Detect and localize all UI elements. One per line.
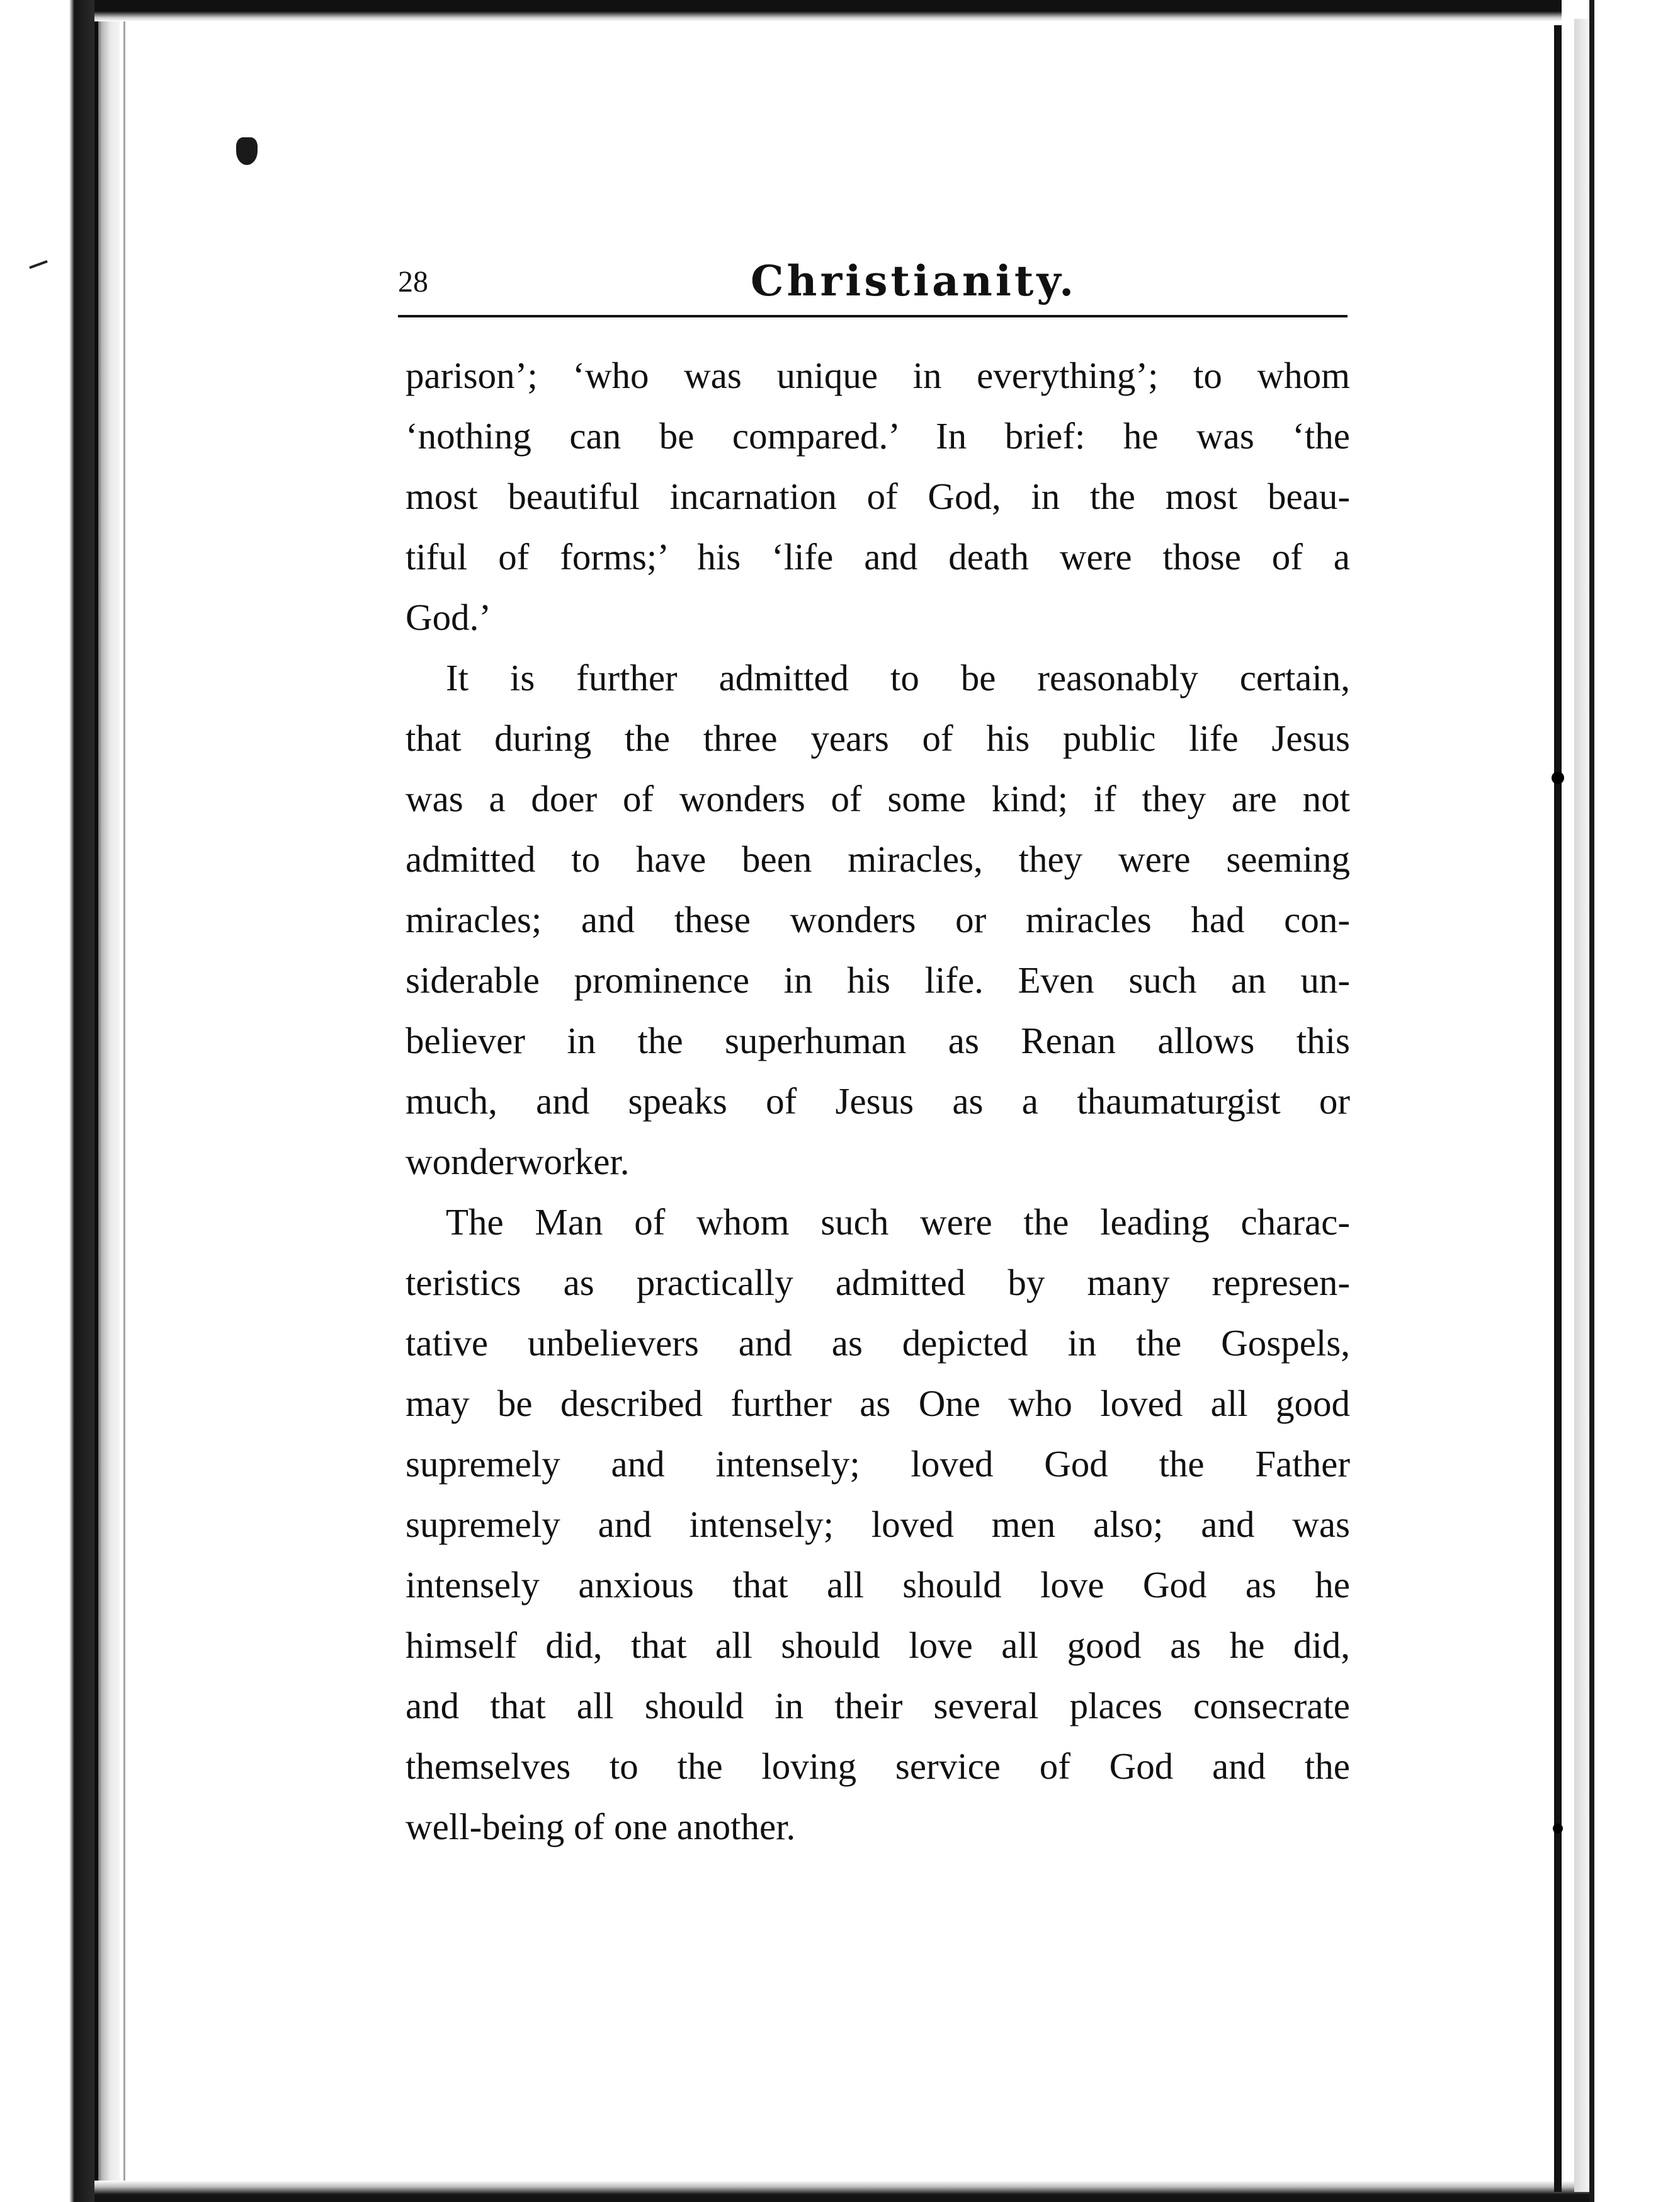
scan-right-border xyxy=(1554,25,1562,2192)
binding-hole-mark xyxy=(1552,772,1564,784)
body-text xyxy=(406,345,1350,1857)
text-line: tative unbelievers and as depicted in the Gospels, xyxy=(406,1322,1350,1364)
binding-hole-mark xyxy=(1553,1823,1563,1834)
header-rule xyxy=(398,315,1348,317)
paragraph xyxy=(406,345,1350,647)
text-line: It is further admitted to be reasonably certain, xyxy=(446,657,1350,699)
scan-left-border xyxy=(94,0,98,2202)
text-line: themselves to the loving service of God and the xyxy=(406,1745,1350,1787)
scan-bottom-border xyxy=(94,2181,1593,2202)
text-line: admitted to have been miracles, they were seeming xyxy=(406,838,1350,880)
paragraph xyxy=(406,647,1350,1192)
text-line: intensely anxious that all should love God as he xyxy=(406,1564,1350,1606)
ink-blot-mark xyxy=(236,137,258,165)
text-line: miracles; and these wonders or miracles had con- xyxy=(406,899,1350,940)
page-gutter-shadow xyxy=(123,13,125,2186)
text-line: and that all should in their several places consecrate xyxy=(406,1685,1350,1726)
text-line: ‘nothing can be compared.’ In brief: he was ‘the xyxy=(406,415,1350,457)
text-line: siderable prominence in his life. Even such an un- xyxy=(406,959,1350,1001)
text-line: wonderworker. xyxy=(406,1141,630,1182)
scan-right-edge xyxy=(1589,0,1594,2202)
scan-right-strip xyxy=(1574,19,1589,2192)
text-line: supremely and intensely; loved men also; and was xyxy=(406,1503,1350,1545)
text-line: much, and speaks of Jesus as a thaumaturgist or xyxy=(406,1080,1350,1122)
text-line: The Man of whom such were the leading charac- xyxy=(446,1201,1350,1243)
text-line: supremely and intensely; loved God the Father xyxy=(406,1443,1350,1485)
text-line: most beautiful incarnation of God, in the most beau- xyxy=(406,476,1350,517)
text-line: may be described further as One who loved all good xyxy=(406,1383,1350,1424)
running-title: Christianity. xyxy=(751,256,1077,305)
text-line: believer in the superhuman as Renan allows this xyxy=(406,1020,1350,1061)
text-line: parison’; ‘who was unique in everything’; to whom xyxy=(406,355,1350,396)
text-line: well-being of one another. xyxy=(406,1806,796,1847)
text-line: God.’ xyxy=(406,596,492,638)
scan-top-border xyxy=(94,0,1562,21)
text-line: was a doer of wonders of some kind; if they are not xyxy=(406,778,1350,819)
text-line: tiful of forms;’ his ‘life and death were those of a xyxy=(406,536,1350,578)
text-line: that during the three years of his public life Jesus xyxy=(406,717,1350,759)
text-line: teristics as practically admitted by many represen- xyxy=(406,1262,1350,1303)
page-number: 28 xyxy=(398,265,428,299)
text-line: himself did, that all should love all good as he did, xyxy=(406,1624,1350,1666)
scan-left-margin xyxy=(0,0,120,2202)
paragraph xyxy=(406,1192,1350,1857)
page-header xyxy=(398,256,1349,329)
